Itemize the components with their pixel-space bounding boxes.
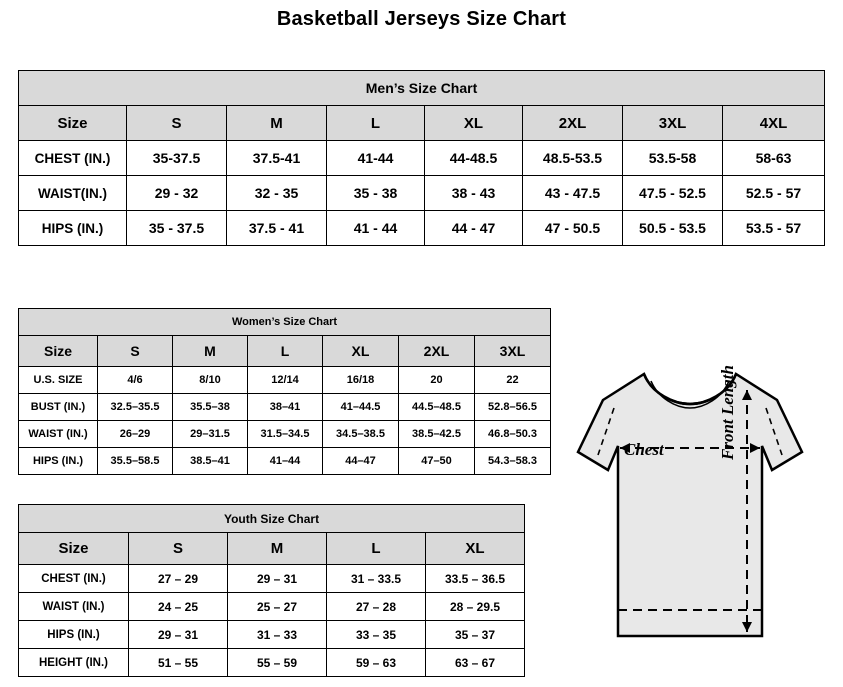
mens-cell: 37.5-41: [227, 141, 327, 176]
womens-cell: 29–31.5: [173, 421, 248, 448]
youth-cell: 31 – 33.5: [327, 565, 426, 593]
mens-header-cell: 3XL: [623, 106, 723, 141]
mens-header-cell: M: [227, 106, 327, 141]
mens-cell: 47.5 - 52.5: [623, 176, 723, 211]
youth-header-cell: S: [129, 533, 228, 565]
womens-header-cell: 2XL: [399, 336, 475, 367]
youth-cell: 35 – 37: [426, 621, 525, 649]
mens-cell: 48.5-53.5: [523, 141, 623, 176]
mens-header-cell: S: [127, 106, 227, 141]
mens-size-chart-table: [18, 70, 825, 246]
womens-cell: 32.5–35.5: [98, 394, 173, 421]
youth-size-chart-table: [18, 504, 525, 677]
jersey-illustration-icon: [540, 360, 840, 670]
mens-cell: 53.5-58: [623, 141, 723, 176]
table-row: [19, 421, 551, 448]
mens-cell: 44 - 47: [425, 211, 523, 246]
youth-caption-row: [19, 505, 525, 533]
womens-caption: Women’s Size Chart: [19, 309, 551, 336]
table-row: [19, 448, 551, 475]
youth-cell: 51 – 55: [129, 649, 228, 677]
youth-cell: 27 – 29: [129, 565, 228, 593]
youth-cell: 28 – 29.5: [426, 593, 525, 621]
womens-cell: 47–50: [399, 448, 475, 475]
youth-cell: 59 – 63: [327, 649, 426, 677]
womens-cell: 31.5–34.5: [248, 421, 323, 448]
youth-row-label: CHEST (IN.): [19, 565, 129, 593]
youth-header-cell: L: [327, 533, 426, 565]
mens-cell: 35-37.5: [127, 141, 227, 176]
womens-cell: 16/18: [323, 367, 399, 394]
mens-header-cell: L: [327, 106, 425, 141]
mens-header-row: [19, 106, 825, 141]
mens-cell: 53.5 - 57: [723, 211, 825, 246]
table-row: [19, 394, 551, 421]
mens-cell: 58-63: [723, 141, 825, 176]
mens-cell: 52.5 - 57: [723, 176, 825, 211]
mens-cell: 35 - 38: [327, 176, 425, 211]
mens-row-label: CHEST (IN.): [19, 141, 127, 176]
youth-cell: 24 – 25: [129, 593, 228, 621]
youth-cell: 55 – 59: [228, 649, 327, 677]
womens-size-chart-table: [18, 308, 551, 475]
womens-cell: 54.3–58.3: [475, 448, 551, 475]
womens-cell: 35.5–38: [173, 394, 248, 421]
youth-cell: 33.5 – 36.5: [426, 565, 525, 593]
chest-label: Chest: [624, 440, 664, 459]
womens-cell: 38.5–41: [173, 448, 248, 475]
youth-header-cell: Size: [19, 533, 129, 565]
womens-cell: 12/14: [248, 367, 323, 394]
womens-header-cell: XL: [323, 336, 399, 367]
mens-header-cell: 4XL: [723, 106, 825, 141]
shirt-measurement-diagram: [540, 360, 840, 670]
womens-cell: 8/10: [173, 367, 248, 394]
front-length-label: Front Length: [718, 365, 737, 460]
womens-row-label: U.S. SIZE: [19, 367, 98, 394]
womens-caption-row: [19, 309, 551, 336]
mens-cell: 41 - 44: [327, 211, 425, 246]
womens-cell: 35.5–58.5: [98, 448, 173, 475]
table-row: [19, 141, 825, 176]
table-row: [19, 621, 525, 649]
womens-cell: 38.5–42.5: [399, 421, 475, 448]
youth-cell: 31 – 33: [228, 621, 327, 649]
table-row: [19, 367, 551, 394]
table-row: [19, 649, 525, 677]
mens-header-cell: 2XL: [523, 106, 623, 141]
mens-row-label: HIPS (IN.): [19, 211, 127, 246]
mens-cell: 47 - 50.5: [523, 211, 623, 246]
youth-cell: 27 – 28: [327, 593, 426, 621]
womens-cell: 52.8–56.5: [475, 394, 551, 421]
youth-caption: Youth Size Chart: [19, 505, 525, 533]
womens-header-cell: M: [173, 336, 248, 367]
mens-cell: 38 - 43: [425, 176, 523, 211]
womens-header-cell: Size: [19, 336, 98, 367]
womens-header-cell: S: [98, 336, 173, 367]
mens-caption-row: [19, 71, 825, 106]
mens-cell: 41-44: [327, 141, 425, 176]
youth-cell: 33 – 35: [327, 621, 426, 649]
youth-cell: 29 – 31: [228, 565, 327, 593]
youth-header-cell: XL: [426, 533, 525, 565]
table-row: [19, 211, 825, 246]
womens-row-label: HIPS (IN.): [19, 448, 98, 475]
mens-row-label: WAIST(IN.): [19, 176, 127, 211]
page-title: Basketball Jerseys Size Chart: [276, 8, 567, 30]
womens-cell: 22: [475, 367, 551, 394]
womens-cell: 4/6: [98, 367, 173, 394]
womens-cell: 26–29: [98, 421, 173, 448]
womens-header-row: [19, 336, 551, 367]
womens-header-cell: 3XL: [475, 336, 551, 367]
mens-cell: 32 - 35: [227, 176, 327, 211]
youth-cell: 29 – 31: [129, 621, 228, 649]
womens-header-cell: L: [248, 336, 323, 367]
mens-header-cell: Size: [19, 106, 127, 141]
mens-cell: 43 - 47.5: [523, 176, 623, 211]
youth-cell: 63 – 67: [426, 649, 525, 677]
table-row: [19, 176, 825, 211]
youth-row-label: HIPS (IN.): [19, 621, 129, 649]
mens-cell: 29 - 32: [127, 176, 227, 211]
youth-header-row: [19, 533, 525, 565]
womens-row-label: BUST (IN.): [19, 394, 98, 421]
mens-cell: 35 - 37.5: [127, 211, 227, 246]
womens-cell: 46.8–50.3: [475, 421, 551, 448]
mens-header-cell: XL: [425, 106, 523, 141]
womens-cell: 44.5–48.5: [399, 394, 475, 421]
mens-caption: Men’s Size Chart: [19, 71, 825, 106]
mens-cell: 44-48.5: [425, 141, 523, 176]
mens-cell: 50.5 - 53.5: [623, 211, 723, 246]
youth-row-label: WAIST (IN.): [19, 593, 129, 621]
womens-cell: 44–47: [323, 448, 399, 475]
womens-cell: 20: [399, 367, 475, 394]
table-row: [19, 593, 525, 621]
youth-cell: 25 – 27: [228, 593, 327, 621]
womens-cell: 34.5–38.5: [323, 421, 399, 448]
youth-header-cell: M: [228, 533, 327, 565]
youth-row-label: HEIGHT (IN.): [19, 649, 129, 677]
womens-row-label: WAIST (IN.): [19, 421, 98, 448]
womens-cell: 41–44: [248, 448, 323, 475]
mens-cell: 37.5 - 41: [227, 211, 327, 246]
womens-cell: 41–44.5: [323, 394, 399, 421]
table-row: [19, 565, 525, 593]
womens-cell: 38–41: [248, 394, 323, 421]
